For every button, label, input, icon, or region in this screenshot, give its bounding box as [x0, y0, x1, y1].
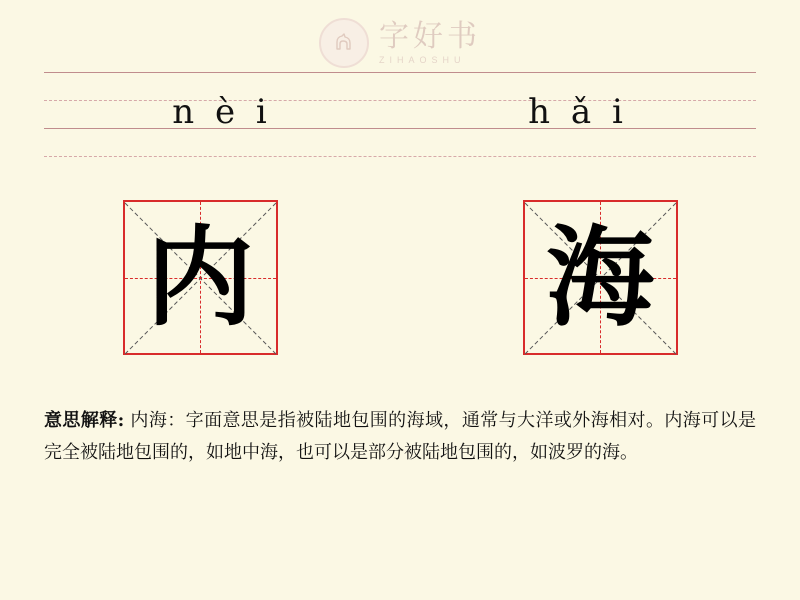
- tianzige-box-1: [123, 200, 278, 355]
- horse-seal-icon: [319, 18, 369, 68]
- hanzi-character-1: 内: [145, 214, 254, 341]
- pinyin-cell-1: n è i: [172, 92, 272, 132]
- brand-watermark: [0, 12, 800, 74]
- hanzi-character-2: 海: [545, 214, 654, 341]
- brand-subtitle: ZIHAOSHU: [379, 54, 466, 65]
- tianzige-box-2: [523, 200, 678, 355]
- character-grid-row: [0, 200, 800, 355]
- character-cell-1: [0, 200, 400, 355]
- character-cell-2: [400, 200, 800, 355]
- pinyin-cell-2: h ǎ i: [528, 92, 628, 132]
- explanation-text: 内海：字面意思是指被陆地包围的海域，通常与大洋或外海相对。内海可以是完全被陆地包围的，如地中海，也可以是部分被陆地包围的，如波罗的海。: [44, 410, 756, 463]
- brand-title: 字好书: [379, 18, 481, 54]
- explanation-label: 意思解释:: [44, 410, 125, 431]
- pinyin-row: [44, 72, 756, 158]
- brand-text: [379, 18, 481, 65]
- explanation-block: [44, 405, 756, 468]
- pinyin-staff: [44, 72, 756, 158]
